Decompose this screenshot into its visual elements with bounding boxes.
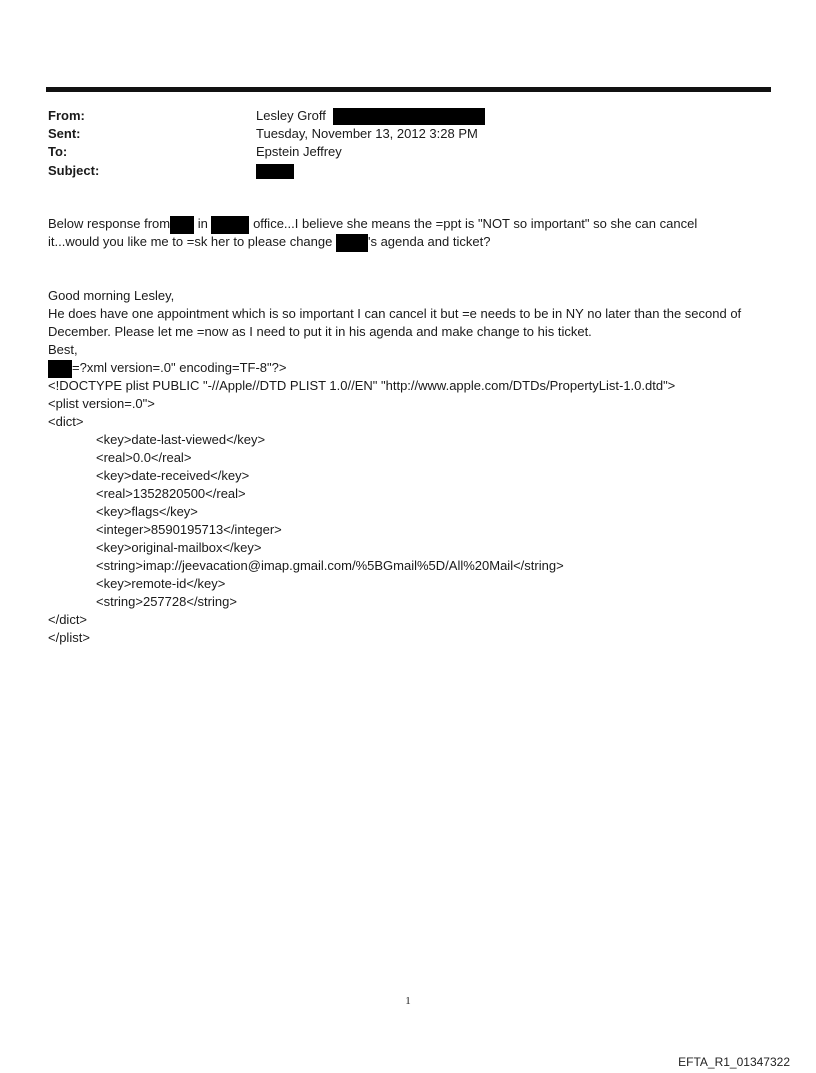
- plist-entry: <string>imap://jeevacation@imap.gmail.com/%5BGmail%5D/All%20Mail</string>: [96, 558, 564, 573]
- xml-declaration-line: [48, 359, 778, 377]
- plist-entry: <key>date-received</key>: [96, 468, 250, 483]
- plist-open-tag: <plist version=.0">: [48, 396, 155, 411]
- intro-text: in: [194, 216, 212, 231]
- plist-close-tag: </plist>: [48, 630, 90, 645]
- redaction-box: [211, 216, 249, 234]
- intro-message: [48, 215, 778, 251]
- plist-entry: <real>0.0</real>: [96, 450, 192, 465]
- intro-text: Below response from: [48, 216, 171, 231]
- intro-line-1: [48, 215, 778, 233]
- intro-text: office...I believe she means the =ppt is "NOT so important" so she can cancel: [249, 216, 698, 231]
- plist-entry: <key>remote-id</key>: [96, 576, 226, 591]
- plist-entry: <integer>8590195713</integer>: [96, 522, 282, 537]
- redaction-box: [256, 164, 294, 179]
- plist-entry: <key>flags</key>: [96, 504, 198, 519]
- signoff: Best,: [48, 342, 78, 357]
- sent-value: Tuesday, November 13, 2012 3:28 PM: [256, 126, 478, 141]
- header-rule: [46, 87, 771, 92]
- sent-label: Sent:: [48, 126, 81, 141]
- to-value: Epstein Jeffrey: [256, 144, 342, 159]
- greeting: Good morning Lesley,: [48, 288, 175, 303]
- sender-name: Lesley Groff: [256, 108, 326, 123]
- page-number: 1: [405, 995, 411, 1007]
- redaction-box: [333, 108, 485, 125]
- from-label: From:: [48, 108, 85, 123]
- intro-line-2: [48, 233, 778, 251]
- reply-message: [48, 287, 778, 647]
- subject-label: Subject:: [48, 163, 100, 178]
- to-label: To:: [48, 144, 68, 159]
- intro-text: it...would you like me to =sk her to please change: [48, 234, 336, 249]
- intro-text: 's agenda and ticket?: [367, 234, 491, 249]
- plist-entry: <key>date-last-viewed</key>: [96, 432, 266, 447]
- subject-value: [256, 162, 294, 180]
- document-id: EFTA_R1_01347322: [678, 1055, 790, 1069]
- plist-doctype: <!DOCTYPE plist PUBLIC "-//Apple//DTD PLIST 1.0//EN" "http://www.apple.com/DTDs/PropertyList-1.0.dtd">: [48, 378, 676, 393]
- redaction-box: [48, 360, 72, 378]
- plist-entry: <string>257728</string>: [96, 594, 237, 609]
- plist-entry: <key>original-mailbox</key>: [96, 540, 262, 555]
- xml-declaration: =?xml version=.0" encoding=TF-8"?>: [72, 360, 287, 375]
- redaction-box: [336, 234, 368, 252]
- from-value: [256, 107, 485, 125]
- reply-paragraph: He does have one appointment which is so important I can cancel it but =e needs to be in NY no later than the second of December. Please let me =now as I need to put it in his agenda and make change to his ticket.: [48, 306, 742, 339]
- dict-open-tag: <dict>: [48, 414, 84, 429]
- redaction-box: [170, 216, 194, 234]
- dict-close-tag: </dict>: [48, 612, 88, 627]
- plist-entry: <real>1352820500</real>: [96, 486, 246, 501]
